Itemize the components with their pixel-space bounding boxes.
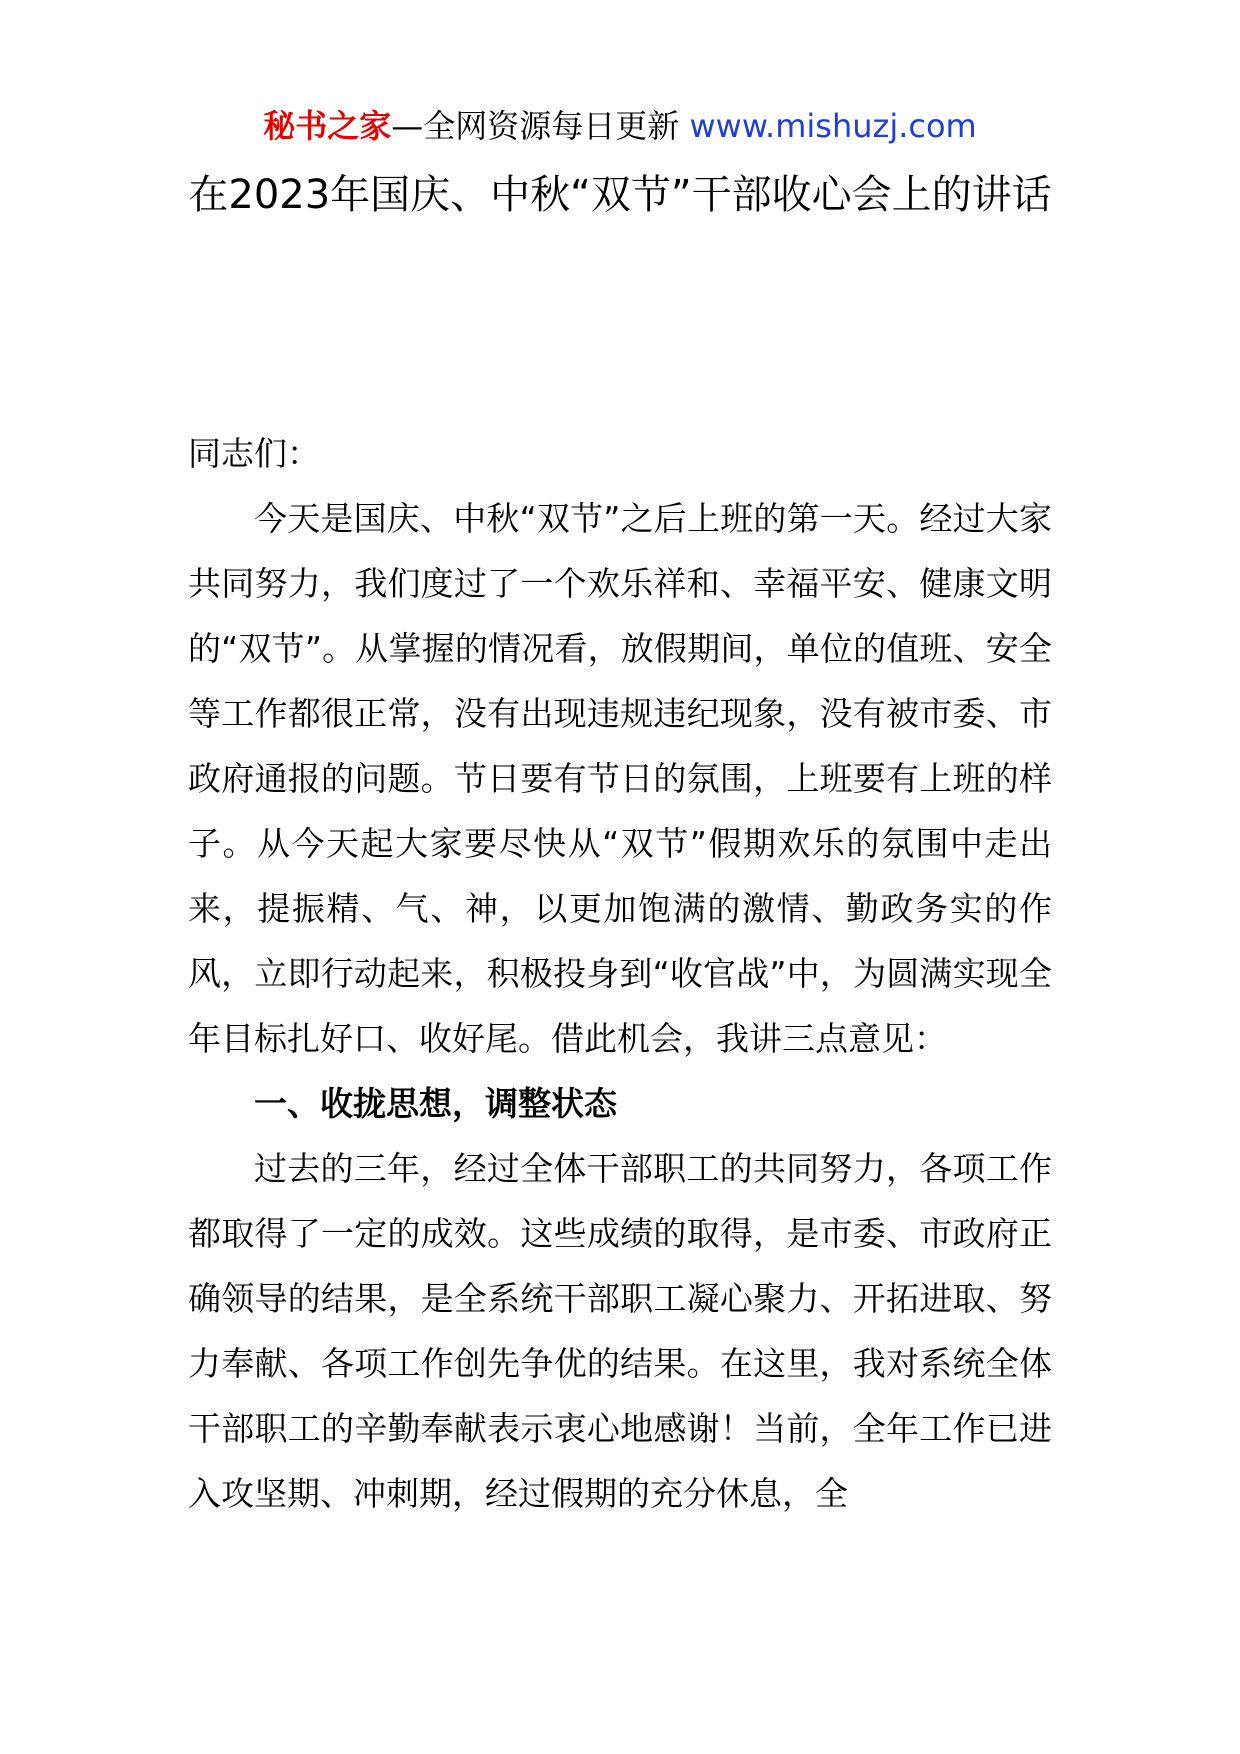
body-paragraph: 今天是国庆、中秋“双节”之后上班的第一天。经过大家共同努力，我们度过了一个欢乐祥和、幸福平安、健康文明的“双节”。从掌握的情况看，放假期间，单位的值班、安全等工作都很正常，没有出现违规违纪现象，没有被市委、市政府通报的问题。节日要有节日的氛围，上班要有上班的样子。从今天起大家要尽快从“双节”假期欢乐的氛围中走出来，提振精、气、神，以更加饱满的激情、勤政务实的作风，立即行动起来，积极投身到“收官战”中，为圆满实现全年目标扎好口、收好尾。借此机会，我讲三点意见： [188,499,1052,1058]
document-title: 在2023年国庆、中秋“双节”干部收心会上的讲话 [188,172,1052,218]
header-slogan: —全网资源每日更新 [391,107,680,145]
document-body [188,421,1052,1526]
body-paragraph: 过去的三年，经过全体干部职工的共同努力，各项工作都取得了一定的成效。这些成绩的取得，是市委、市政府正确领导的结果，是全系统干部职工凝心聚力、开拓进取、努力奉献、各项工作创先争优的结果。在这里，我对系统全体干部职工的辛勤奉献表示衷心地感谢！当前，全年工作已进入攻坚期、冲刺期，经过假期的充分休息，全 [188,1149,1052,1513]
brand-name: 秘书之家 [263,107,392,145]
greeting: 同志们： [188,434,320,473]
site-url: www.mishuzj.com [689,107,977,145]
site-header [0,104,1240,148]
section-heading: 一、收拢思想，调整状态 [254,1084,617,1123]
